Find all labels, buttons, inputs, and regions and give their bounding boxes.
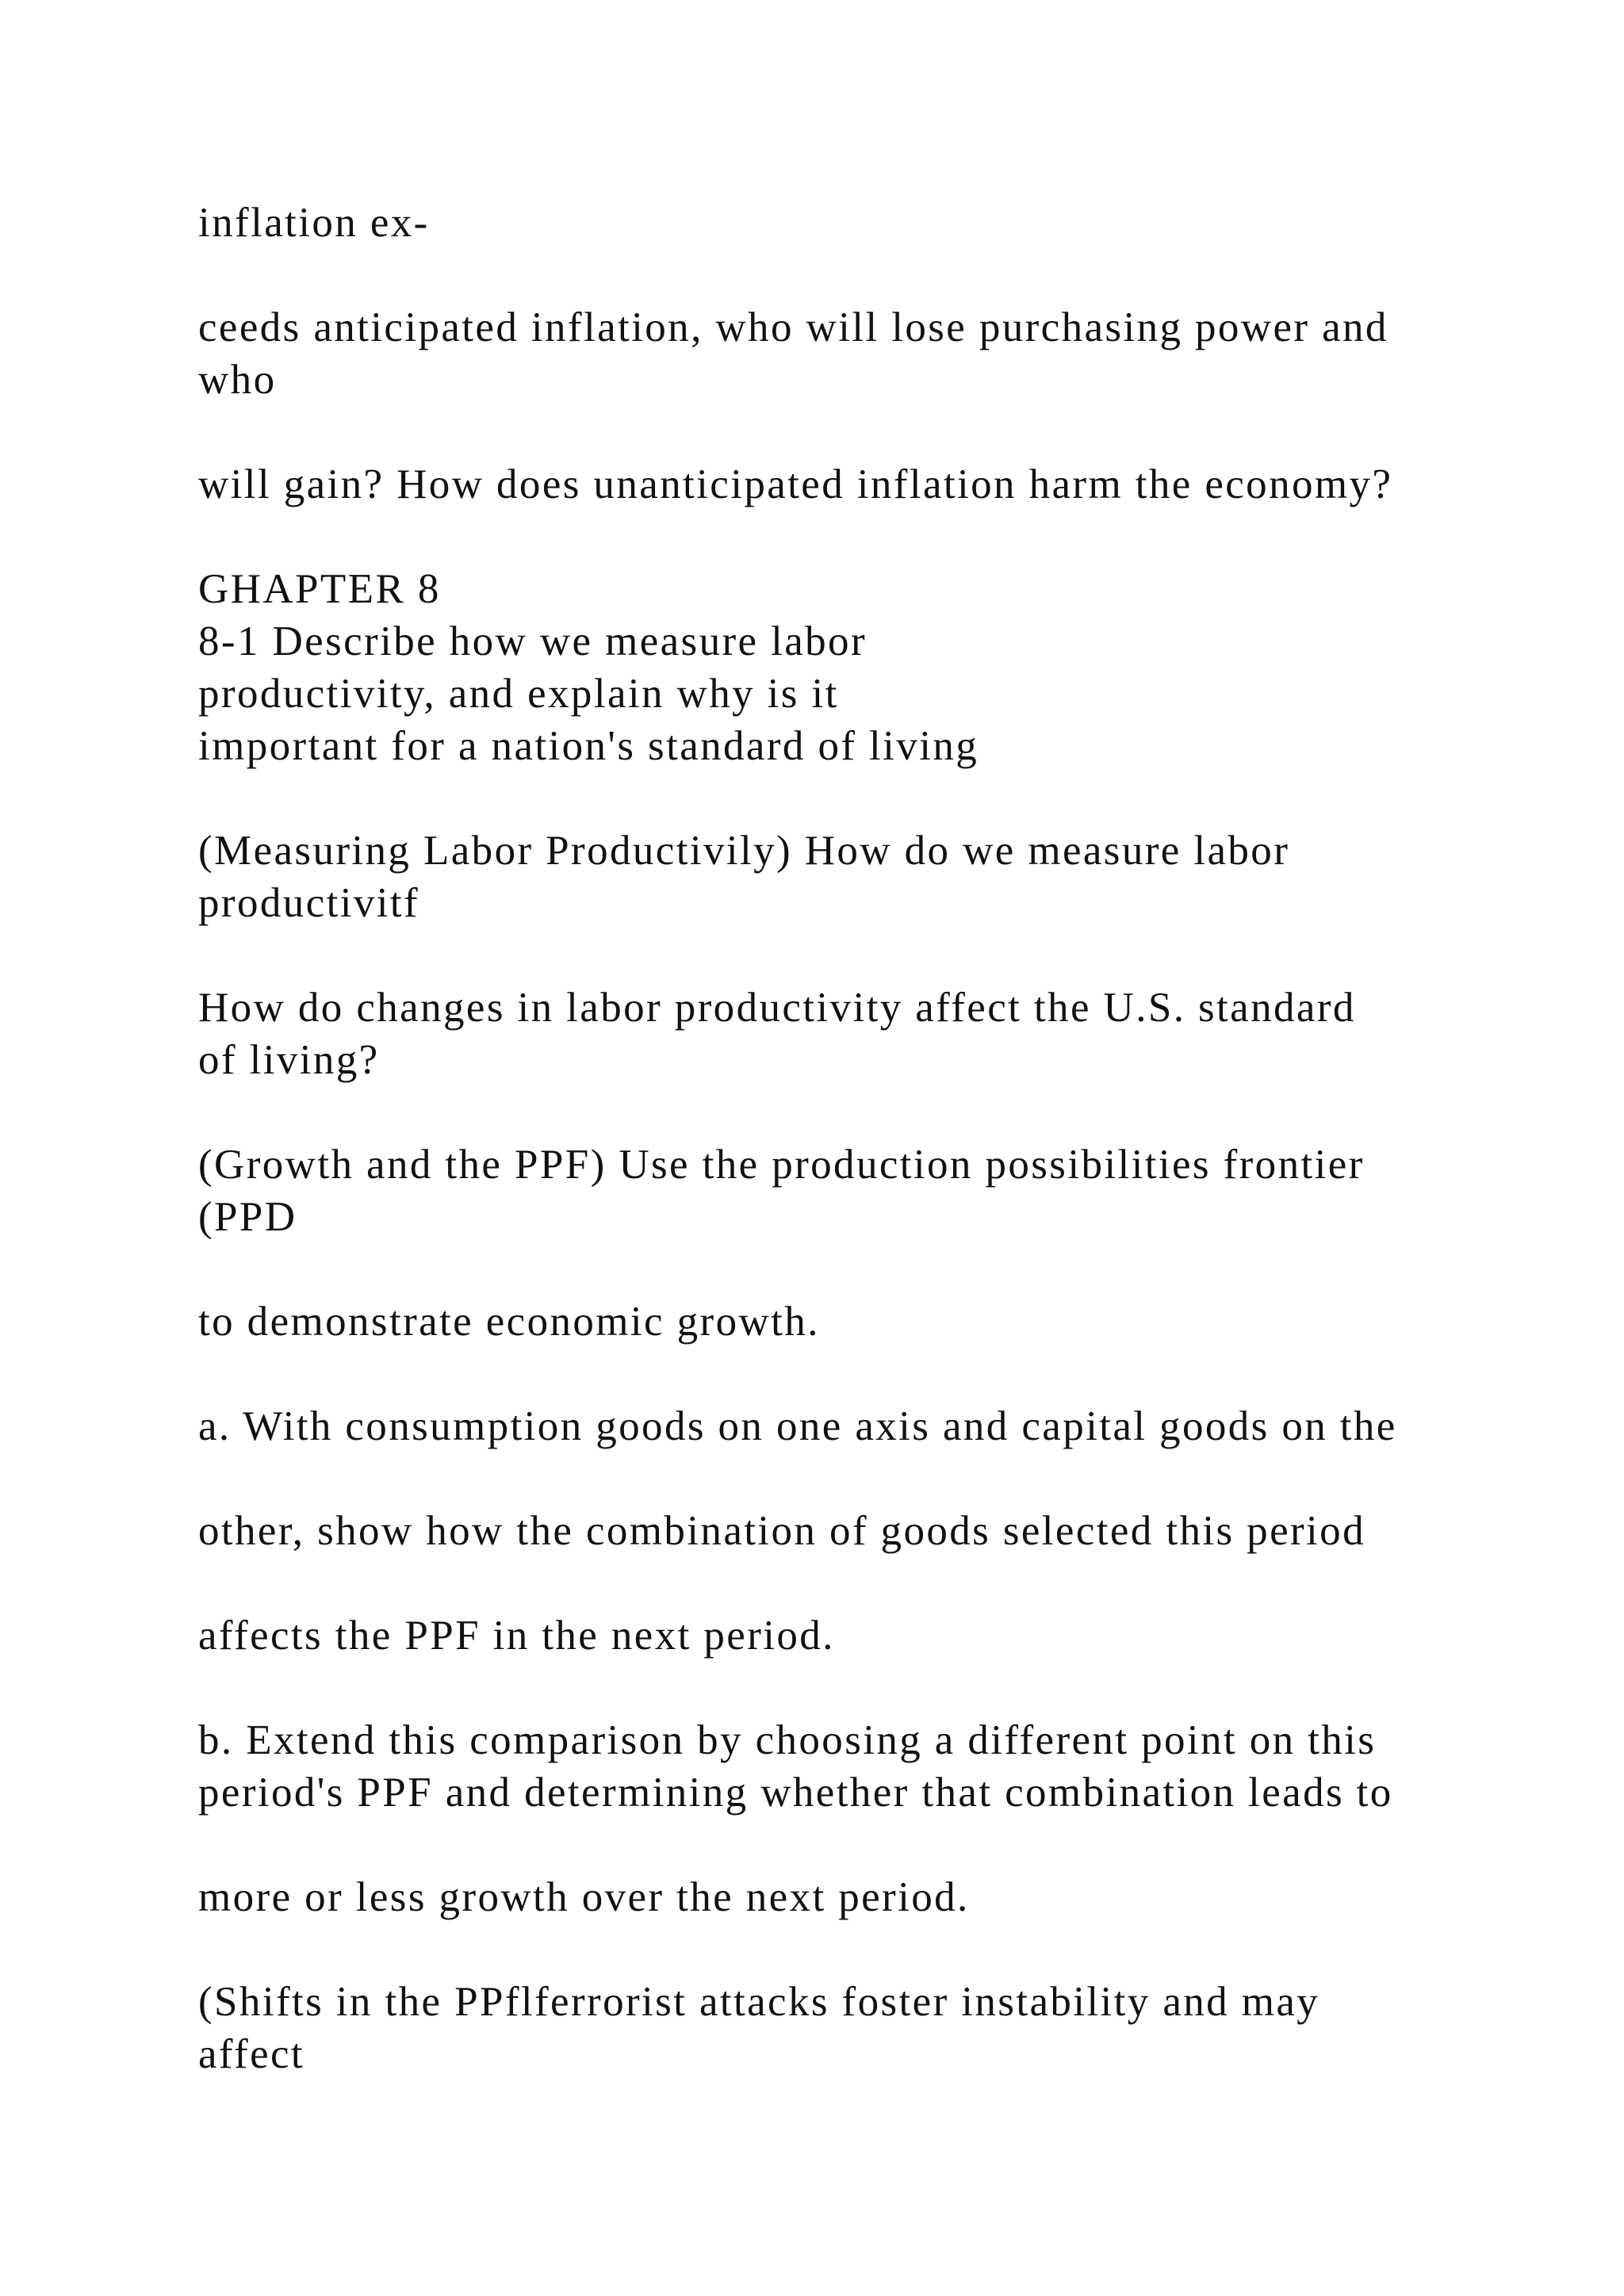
text-line-10: productivitf <box>198 880 420 926</box>
text-line-22: (Shifts in the PPflferrorist attacks foster instability and may <box>198 1979 1320 2025</box>
text-line-21: more or less growth over the next period. <box>198 1874 970 1920</box>
text-line-8: important for a nation's standard of living <box>198 723 979 769</box>
text-line-2: ceeds anticipated inflation, who will lose purchasing power and <box>198 304 1388 350</box>
text-line-15: to demonstrate economic growth. <box>198 1299 820 1345</box>
text-line-1: inflation ex- <box>198 200 430 246</box>
text-line-6: 8-1 Describe how we measure labor <box>198 618 867 664</box>
text-line-13: (Growth and the PPF) Use the production possibilities frontier <box>198 1142 1365 1188</box>
text-line-11: How do changes in labor productivity affect the U.S. standard <box>198 985 1356 1031</box>
text-line-14: (PPD <box>198 1194 297 1240</box>
text-line-18: affects the PPF in the next period. <box>198 1613 835 1659</box>
text-line-17: other, show how the combination of goods selected this period <box>198 1508 1365 1554</box>
chapter-heading: GHAPTER 8 <box>198 566 441 612</box>
text-line-19: b. Extend this comparison by choosing a different point on this <box>198 1717 1377 1763</box>
text-line-12: of living? <box>198 1037 380 1083</box>
text-line-9: (Measuring Labor Productivily) How do we measure labor <box>198 828 1290 874</box>
text-line-3: who <box>198 357 277 403</box>
text-line-16: a. With consumption goods on one axis and capital goods on the <box>198 1403 1397 1449</box>
text-line-4: will gain? How does unanticipated inflation harm the economy? <box>198 461 1393 507</box>
text-line-23: affect <box>198 2031 305 2077</box>
text-line-20: period's PPF and determining whether that combination leads to <box>198 1770 1393 1816</box>
text-line-7: productivity, and explain why is it <box>198 671 839 717</box>
